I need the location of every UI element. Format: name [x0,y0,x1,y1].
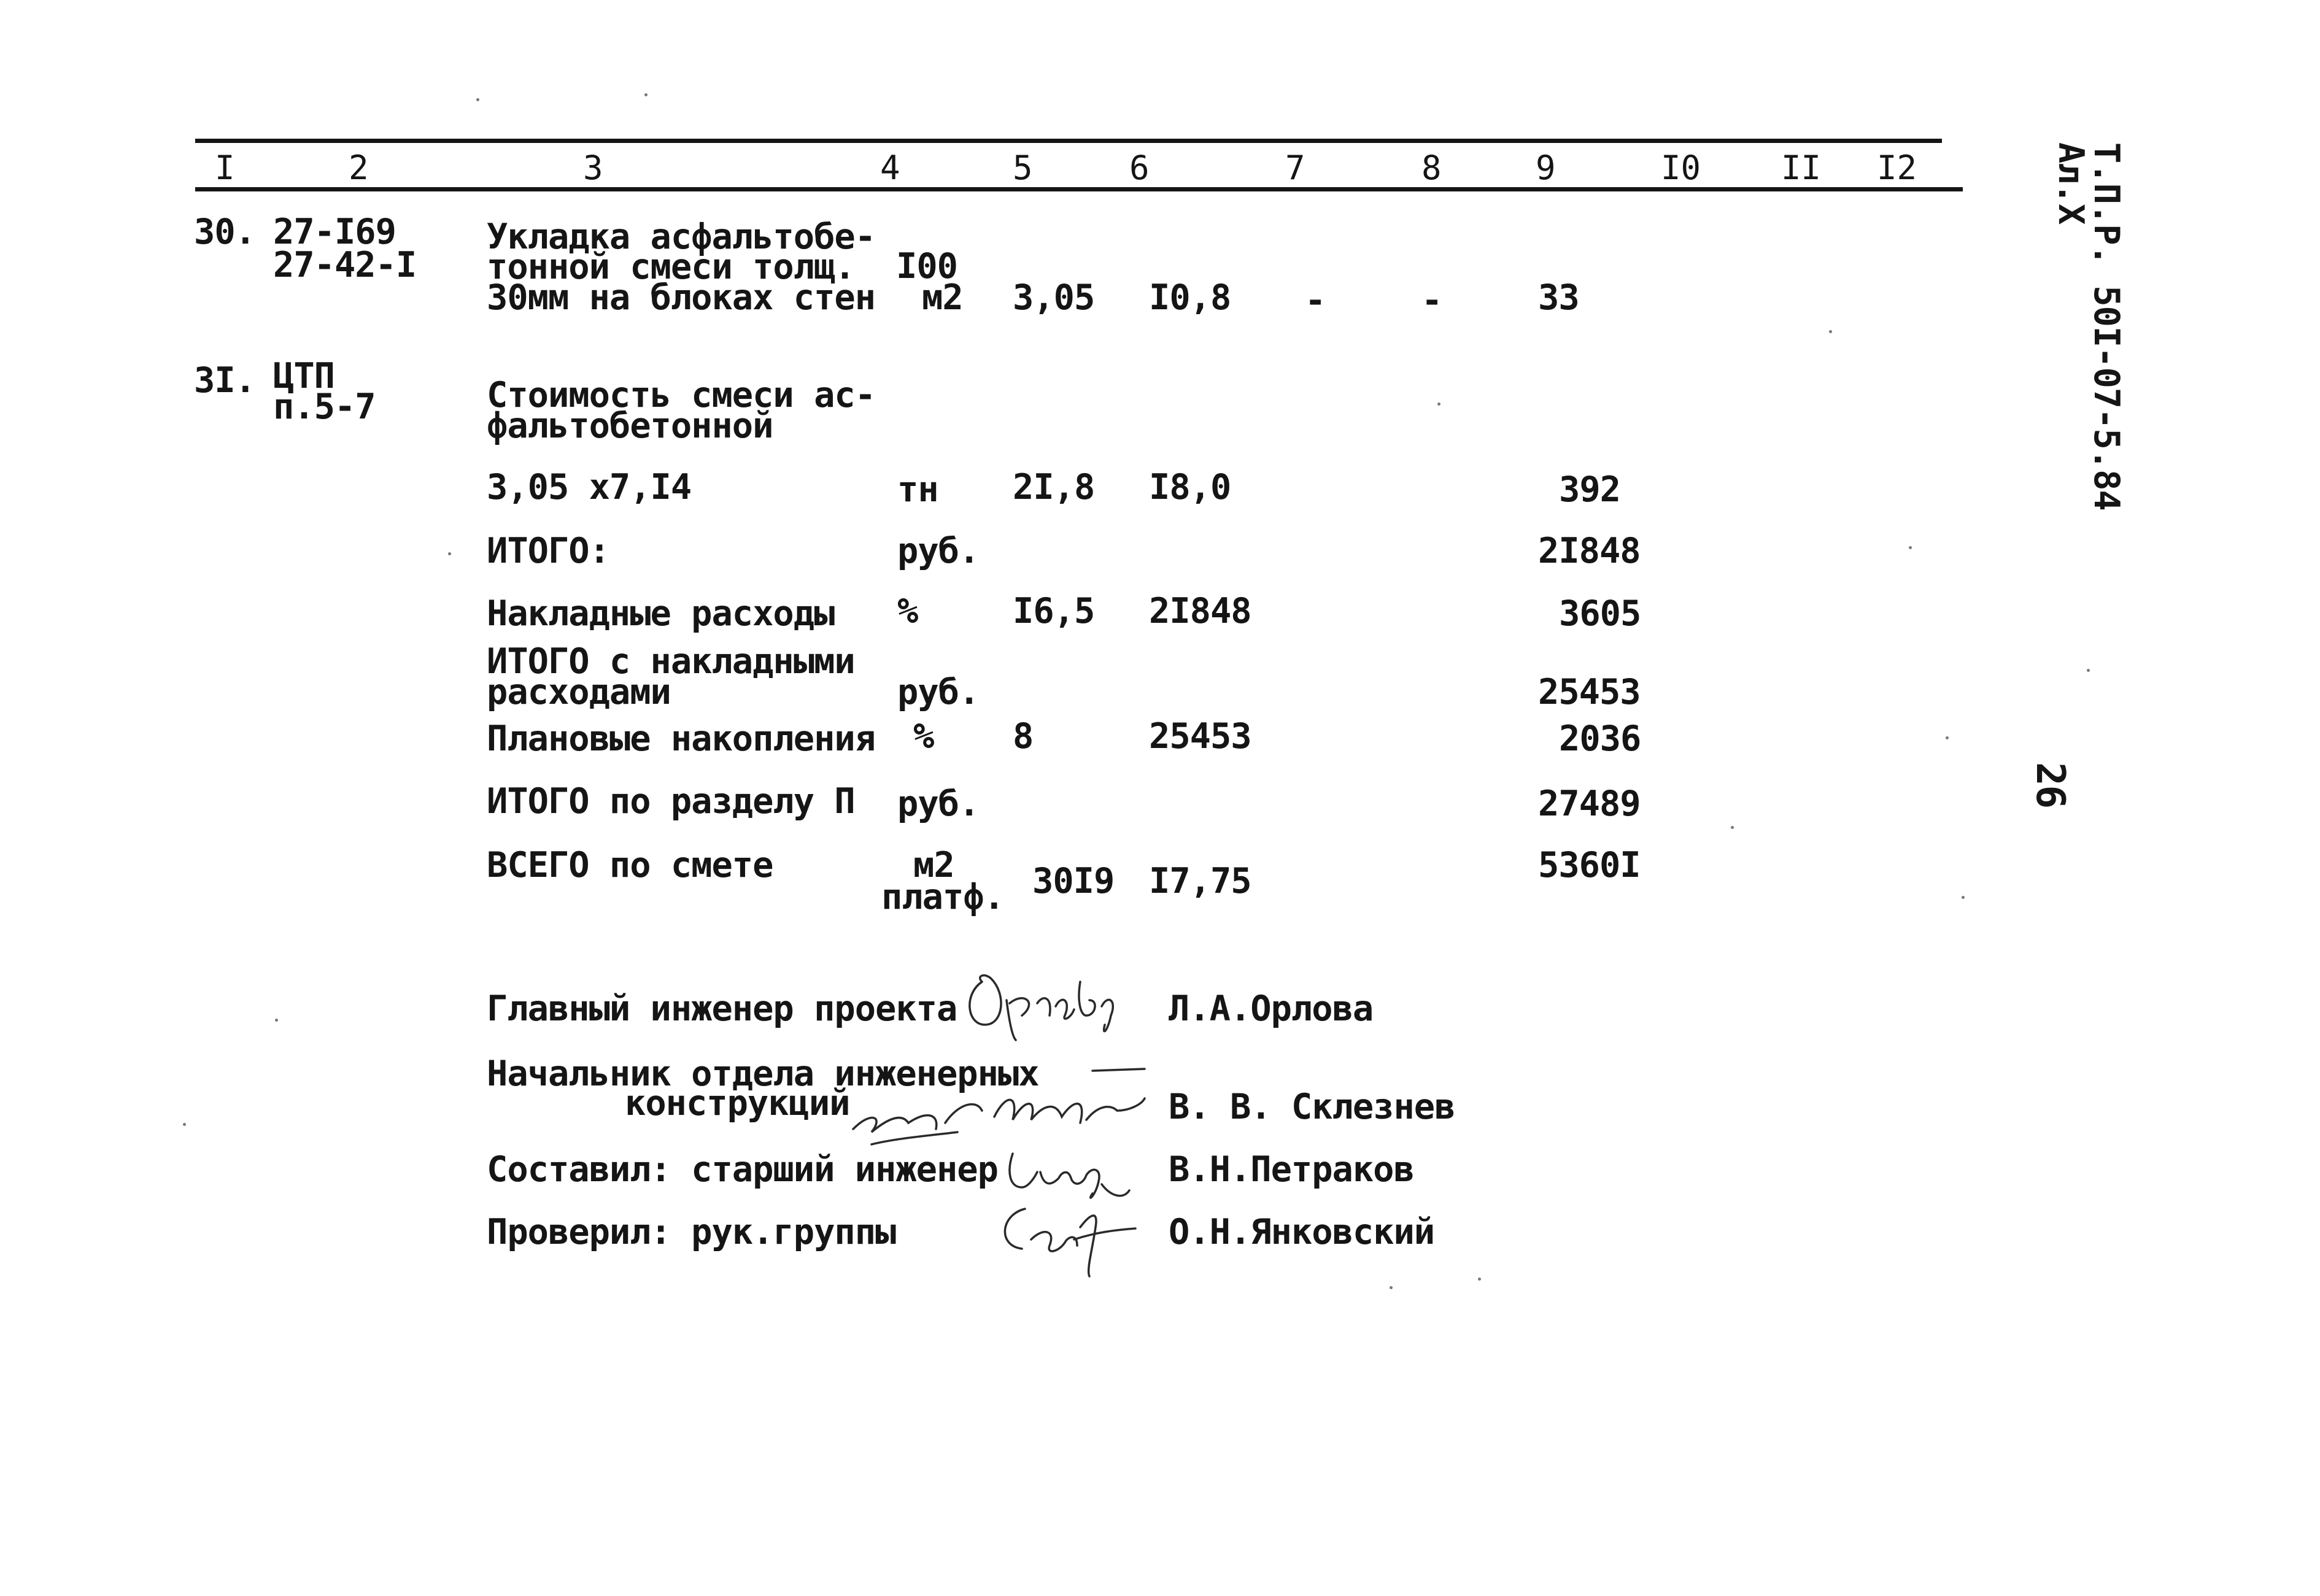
department-head-name: В. В. Склезнев [1169,1087,1455,1127]
norm-code: п.5-7 [273,387,376,427]
unit-price: I7,75 [1149,861,1251,901]
grand-total-label: ВСЕГО по смете [487,845,773,885]
page-number: 26 [2027,762,2073,809]
col-header-9: 9 [1536,148,1556,187]
chief-engineer-name: Л.А.Орлова [1169,989,1374,1029]
scan-speck [1478,1278,1481,1281]
col-header-10: I0 [1661,148,1701,187]
scan-speck [644,93,648,96]
scan-speck [2087,669,2090,672]
unit-price: I8,0 [1149,467,1231,507]
scan-speck [476,98,479,101]
quantity: 3,05 [1013,277,1095,318]
norm-code: 27-42-I [273,245,417,285]
section-total-label: ИТОГО по разделу П [487,781,855,822]
total-cost: 25453 [1538,672,1641,712]
total-cost: 33 [1538,277,1579,318]
norm-code: ЦТП [273,356,334,396]
total-cost: 5360I [1538,845,1641,885]
scan-speck [275,1019,278,1022]
chief-engineer-title: Главный инженер проекта [487,989,957,1029]
unit: руб. [897,672,980,712]
top-rule [195,139,1942,143]
row-number: 3I. [194,360,255,401]
planned-savings-label: Плановые накопления [487,719,876,759]
subtotal-label: ИТОГО: [487,531,609,571]
quantity: 2I,8 [1013,467,1095,507]
scan-speck [1390,1286,1393,1289]
overhead-label: Накладные расходы [487,593,835,634]
unit: руб. [897,784,980,824]
department-head-title: Начальник отдела инженерных [487,1054,1039,1094]
col-header-6: 6 [1129,148,1150,187]
unit: % [897,591,918,631]
work-description: Укладка асфальтобе- [487,217,876,257]
unit: тн [897,469,938,510]
checker-title: Проверил: рук.группы [487,1212,896,1252]
col-header-7: 7 [1285,148,1305,187]
col-header-2: 2 [349,148,369,187]
scan-speck [1962,896,1965,899]
subtotal-label: ИТОГО с накладными [487,641,855,682]
subtotal-label: расходами [487,672,671,712]
album-number: Ал.X [2051,142,2091,225]
header-bottom-rule [195,187,1963,191]
unit: платф. [881,877,1004,917]
author-name: В.Н.Петраков [1169,1149,1414,1190]
col-header-1: I [215,148,235,187]
total-cost: 2036 [1559,719,1641,759]
scan-speck [1731,826,1734,829]
col-header-12: I2 [1877,148,1917,187]
author-title: Составил: старший инженер [487,1149,998,1190]
scan-speck [183,1123,186,1126]
quantity: I6,5 [1013,591,1095,631]
quantity: 30I9 [1032,861,1115,901]
total-cost: 392 [1559,469,1620,510]
total-cost: 3605 [1559,593,1641,634]
col-header-11: II [1781,148,1822,187]
work-description: тонной смеси толщ. [487,247,855,287]
column-8-value: - [1421,280,1442,321]
unit: м2 [922,277,963,318]
unit: I00 [896,246,957,287]
col-header-8: 8 [1421,148,1442,187]
column-7-value: - [1305,280,1326,321]
scan-speck [448,552,451,555]
scan-speck [1946,736,1949,739]
scan-speck [1909,546,1912,549]
unit-price: I0,8 [1149,277,1231,318]
total-cost: 27489 [1538,784,1641,824]
col-header-4: 4 [880,148,900,187]
department-head-title: конструкций [625,1083,850,1124]
quantity: 8 [1013,716,1034,757]
unit: м2 [913,845,954,885]
total-cost: 2I848 [1538,531,1641,571]
col-header-5: 5 [1013,148,1033,187]
row-number: 30. [194,212,255,252]
unit: % [913,716,934,757]
unit-price: 25453 [1149,716,1251,757]
work-description: 30мм на блоках стен [487,277,876,318]
calculation: 3,05 х7,I4 [487,467,692,507]
signature-yankovsky [988,1190,1154,1282]
work-description: Стоимость смеси ас- [487,375,876,415]
col-header-3: 3 [583,148,603,187]
scan-speck [1437,403,1440,406]
checker-name: О.Н.Янковский [1169,1212,1435,1252]
norm-code: 27-I69 [273,212,396,252]
scan-speck [1829,330,1832,333]
unit-price: 2I848 [1149,591,1251,631]
work-description: фальтобетонной [487,406,773,446]
signature-orlova [957,957,1142,1043]
unit: руб. [897,531,980,571]
project-code: Т.П.Р. 50I-07-5.84 [2086,142,2127,511]
